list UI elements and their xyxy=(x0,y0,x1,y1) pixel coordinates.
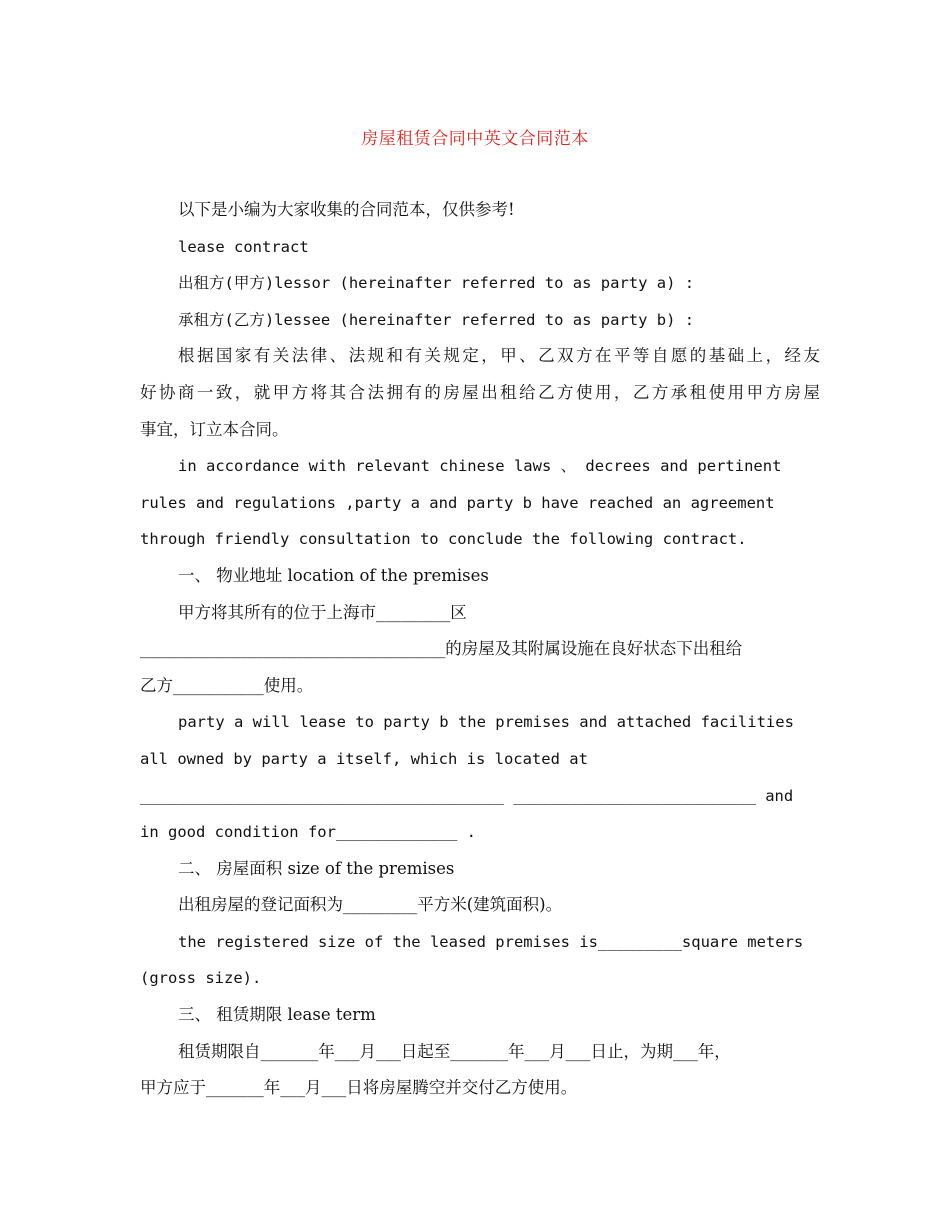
section-3-cn-line-1: 租赁期限自_______年___月___日起至_______年___月___日止，为期___年， xyxy=(178,1041,731,1061)
preamble-en-line-1: in accordance with relevant chinese laws 、 decrees and pertinent xyxy=(178,457,782,476)
document-title: 房屋租赁合同中英文合同范本 xyxy=(361,129,589,149)
section-1-cn-line-3: 乙方___________使用。 xyxy=(140,675,314,695)
contract-heading-en: lease contract xyxy=(178,237,309,256)
intro-text: 以下是小编为大家收集的合同范本，仅供参考! xyxy=(178,200,515,219)
section-2-heading: 二、 房屋面积 size of the premises xyxy=(178,858,455,878)
section-1-cn-line-1: 甲方将其所有的位于上海市_________区 xyxy=(178,602,467,622)
preamble-en-line-2: rules and regulations ,party a and party b have reached an agreement xyxy=(140,493,775,512)
section-3-cn-line-2: 甲方应于_______年___月___日将房屋腾空并交付乙方使用。 xyxy=(140,1078,578,1098)
lessee-line: 承租方(乙方)lessee (hereinafter referred to as party b) : xyxy=(178,310,695,329)
document-body xyxy=(140,192,820,1107)
preamble-cn-line-2: 好协商一致，就甲方将其合法拥有的房屋出租给乙方使用，乙方承租使用甲方房屋 xyxy=(140,382,820,402)
section-1-en-line-3: _______________________________________ __________________________ and xyxy=(140,786,794,805)
section-2-cn-line: 出租房屋的登记面积为_________平方米(建筑面积)。 xyxy=(178,895,563,915)
section-1-en-line-2: all owned by party a itself, which is located at xyxy=(140,749,588,768)
preamble-cn-line-1: 根据国家有关法律、法规和有关规定，甲、乙双方在平等自愿的基础上，经友 xyxy=(178,346,820,366)
lessor-line: 出租方(甲方)lessor (hereinafter referred to as party a) : xyxy=(178,274,695,293)
preamble-en-line-3: through friendly consultation to conclude the following contract. xyxy=(140,530,747,549)
preamble-cn-line-3: 事宜，订立本合同。 xyxy=(140,419,289,439)
section-1-cn-line-2: _____________________________________的房屋及其附属设施在良好状态下出租给 xyxy=(140,639,743,659)
section-2-en-line-2: (gross size). xyxy=(140,969,262,988)
section-2-en-line-1: the registered size of the leased premises is_________square meters xyxy=(178,932,804,951)
section-1-en-line-1: party a will lease to party b the premises and attached facilities xyxy=(178,713,794,732)
section-1-en-line-4: in good condition for_____________ . xyxy=(140,823,476,842)
section-3-heading: 三、 租赁期限 lease term xyxy=(178,1005,376,1025)
section-1-heading: 一、 物业地址 location of the premises xyxy=(178,565,489,585)
